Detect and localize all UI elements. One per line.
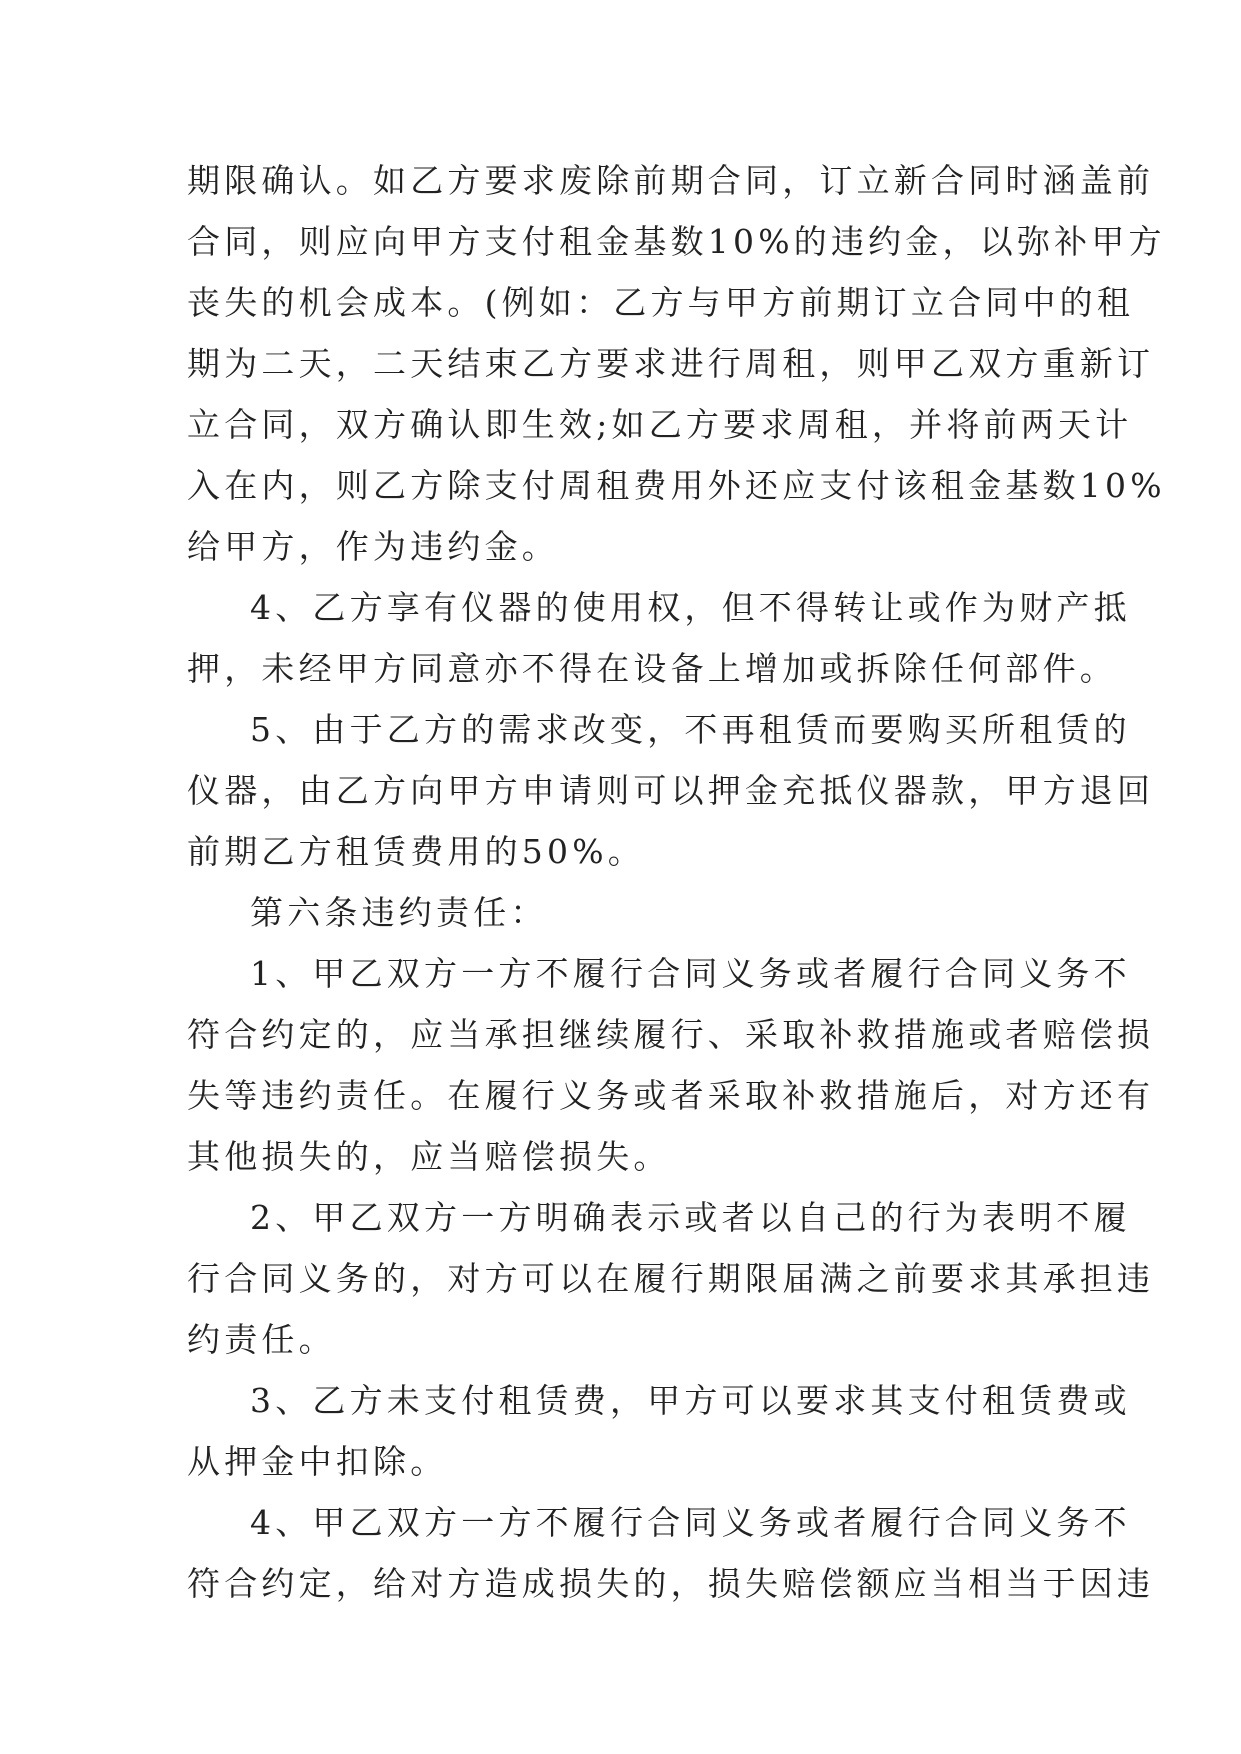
text-line: 给甲方，作为违约金。	[187, 527, 559, 566]
section-heading: 第六条违约责任：	[250, 893, 548, 932]
clause-4-line: 4、乙方享有仪器的使用权，但不得转让或作为财产抵	[250, 588, 1131, 627]
text-line: 入在内，则乙方除支付周租费用外还应支付该租金基数10%	[187, 466, 1166, 505]
clause-2-line: 2、甲乙双方一方明确表示或者以自己的行为表明不履	[250, 1198, 1131, 1237]
clause-4b-line: 4、甲乙双方一方不履行合同义务或者履行合同义务不	[250, 1503, 1131, 1542]
text-line: 前期乙方租赁费用的50%。	[187, 832, 645, 871]
text-line: 从押金中扣除。	[187, 1442, 448, 1481]
clause-3-line: 3、乙方未支付租赁费，甲方可以要求其支付租赁费或	[250, 1381, 1131, 1420]
text-line: 丧失的机会成本。(例如：乙方与甲方前期订立合同中的租	[187, 283, 1135, 322]
text-line: 符合约定，给对方造成损失的，损失赔偿额应当相当于因违	[187, 1564, 1155, 1603]
clause-5-line: 5、由于乙方的需求改变，不再租赁而要购买所租赁的	[250, 710, 1131, 749]
text-line: 其他损失的，应当赔偿损失。	[187, 1137, 671, 1176]
text-line: 行合同义务的，对方可以在履行期限届满之前要求其承担违	[187, 1259, 1155, 1298]
text-line: 期为二天，二天结束乙方要求进行周租，则甲乙双方重新订	[187, 344, 1155, 383]
text-line: 押，未经甲方同意亦不得在设备上增加或拆除任何部件。	[187, 649, 1117, 688]
text-line: 约责任。	[187, 1320, 336, 1359]
text-line: 失等违约责任。在履行义务或者采取补救措施后，对方还有	[187, 1076, 1155, 1115]
text-line: 仪器，由乙方向甲方申请则可以押金充抵仪器款，甲方退回	[187, 771, 1155, 810]
document-body	[187, 150, 1166, 1614]
text-line: 符合约定的，应当承担继续履行、采取补救措施或者赔偿损	[187, 1015, 1155, 1054]
text-line: 立合同，双方确认即生效;如乙方要求周租，并将前两天计	[187, 405, 1133, 444]
clause-1-line: 1、甲乙双方一方不履行合同义务或者履行合同义务不	[250, 954, 1131, 993]
text-line: 期限确认。如乙方要求废除前期合同，订立新合同时涵盖前	[187, 161, 1155, 200]
text-line: 合同，则应向甲方支付租金基数10%的违约金，以弥补甲方	[187, 222, 1166, 261]
